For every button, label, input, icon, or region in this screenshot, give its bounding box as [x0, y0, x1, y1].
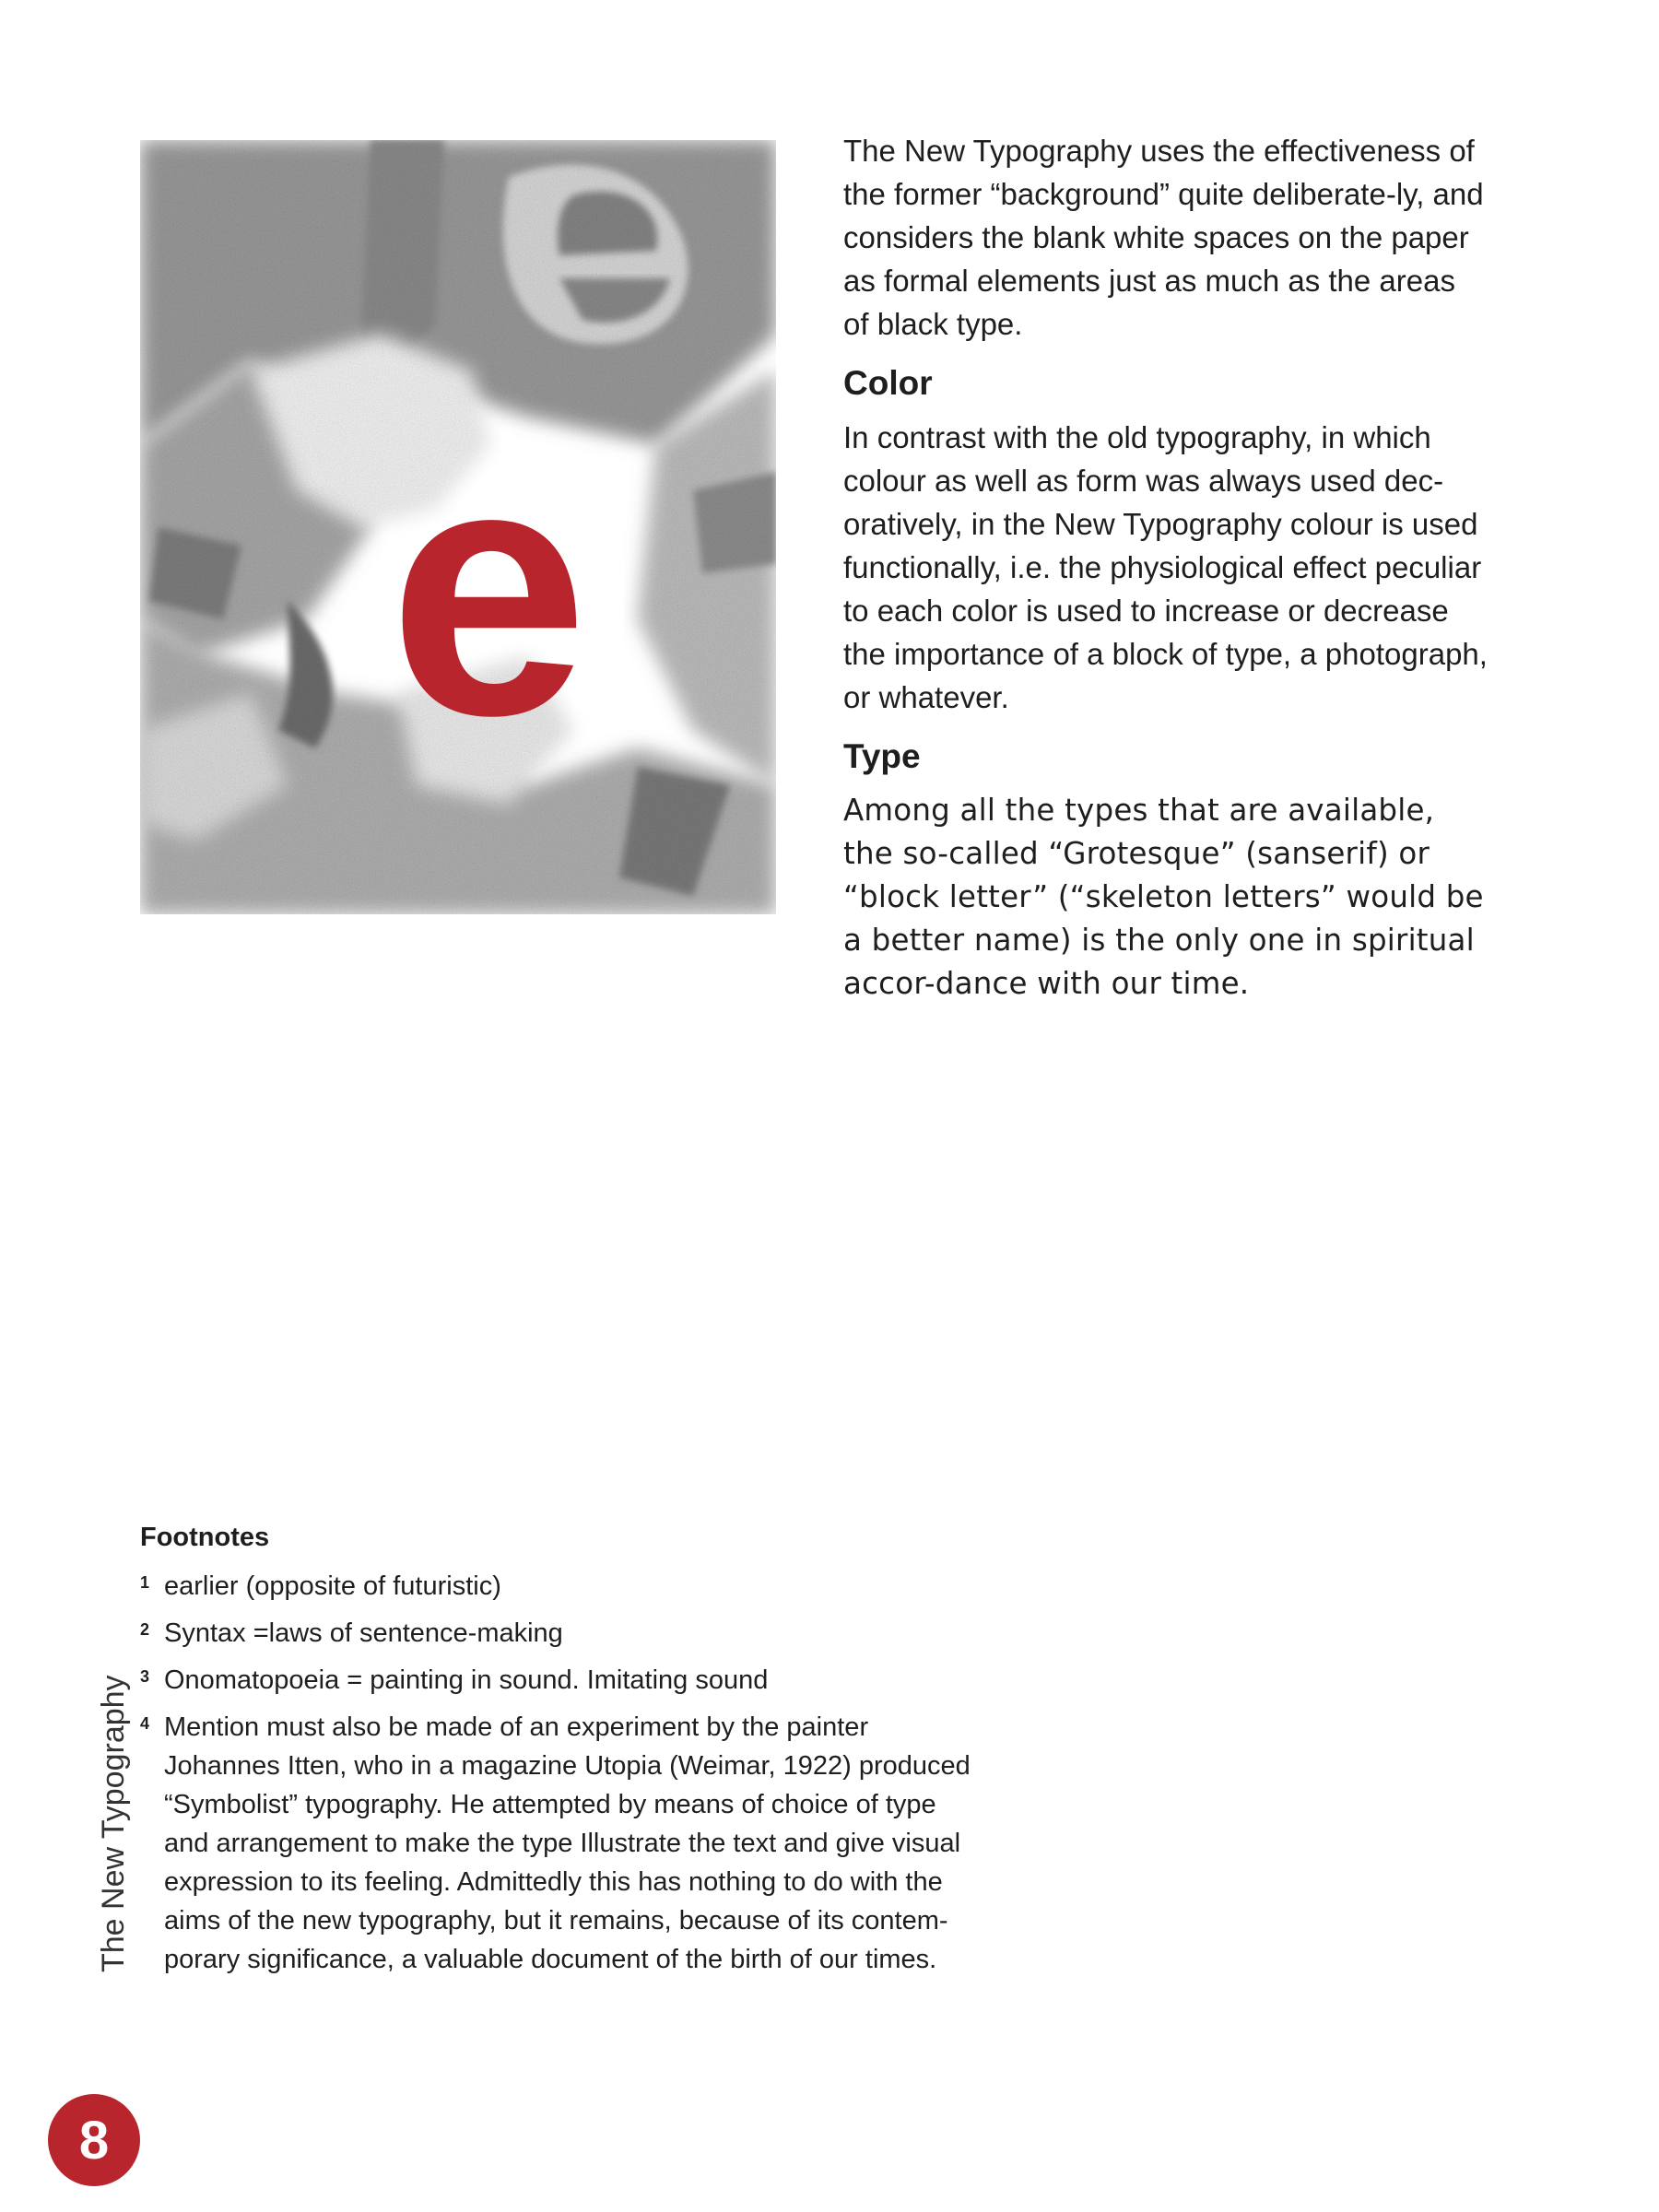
footnotes-section	[140, 1521, 988, 1987]
footnote-item	[140, 1567, 988, 1606]
footnote-item	[140, 1614, 988, 1653]
footnote-number: 3	[140, 1667, 150, 1686]
footnote-item	[140, 1708, 988, 1979]
footnote-text: Syntax =laws of sentence-making	[164, 1618, 563, 1648]
color-heading: Color	[843, 364, 933, 402]
footnote-text: Mention must also be made of an experiment by the painter Johannes Itten, who in a magazine Utopia (Weimar, 1922) produced “Symbolist” typography. He attempted by means of choice of type and arrangement to make the type Illustrate the text and give visual expression to its feeling. Admittedly this has nothing to do with the aims of the new typography, but it remains, because of its contem-porary significance, a valuable document of the birth of our times.	[164, 1712, 971, 1974]
footnote-number: 2	[140, 1620, 150, 1639]
footnote-text: Onomatopoeia = painting in sound. Imitating sound	[164, 1665, 769, 1695]
intro-paragraph: The New Typography uses the effectiveness of the former “background” quite deliberate-ly, and considers the blank white spaces on the paper as formal elements just as much as the areas of black type.	[843, 134, 1484, 341]
page-number: 8	[78, 2110, 110, 2171]
figure-svg	[140, 140, 776, 914]
running-title: The New Typography	[96, 1675, 131, 1972]
footnote-item	[140, 1661, 988, 1700]
footnote-text: earlier (opposite of futuristic)	[164, 1571, 501, 1601]
footnote-number: 4	[140, 1714, 150, 1733]
footnotes-title: Footnotes	[140, 1523, 270, 1552]
textured-letters-illustration	[140, 140, 776, 914]
main-text-column	[843, 129, 1488, 1006]
page-number-badge	[48, 2094, 140, 2186]
red-letter-e: e	[388, 388, 589, 790]
footnote-number: 1	[140, 1573, 150, 1592]
type-heading: Type	[843, 737, 921, 775]
type-paragraph: Among all the types that are available, the so-called “Grotesque” (sanserif) or “block letter” (“skeleton letters” would be a better name) is the only one in spiritual accor-dance with our time.	[843, 793, 1484, 1001]
color-paragraph: In contrast with the old typography, in which colour as well as form was always used dec-oratively, in the New Typography colour is used functionally, i.e. the physiological effect peculiar to each color is used to increase or decrease the importance of a block of type, a photograph, or whatever.	[843, 420, 1488, 714]
